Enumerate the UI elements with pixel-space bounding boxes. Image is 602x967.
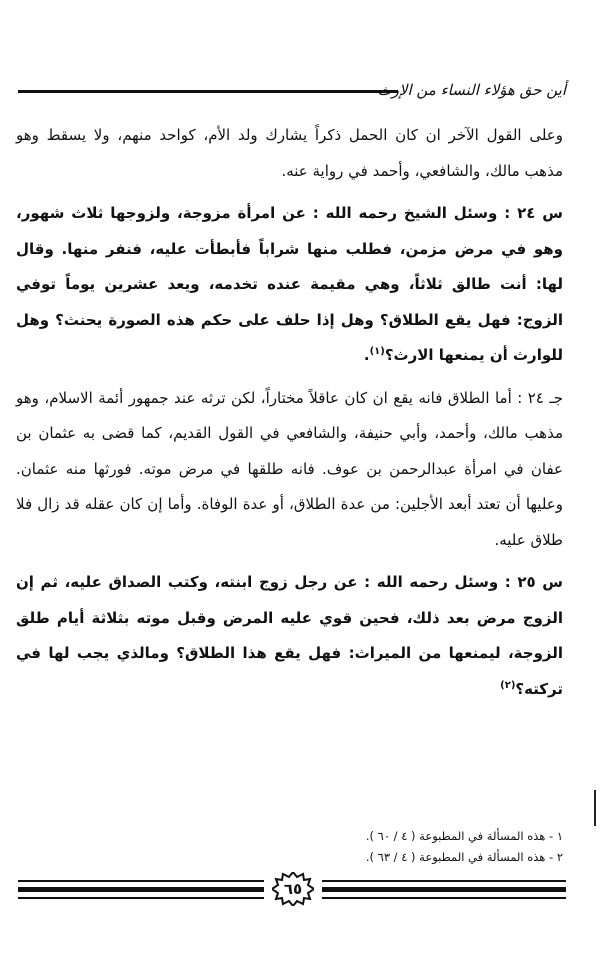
footnote: ١ - هذه المسألة في المطبوعة ( ٤ / ٦٠ ). bbox=[365, 829, 563, 843]
page-number: ٦٥ bbox=[283, 880, 303, 898]
paragraph-text: وعلى القول الآخر ان كان الحمل ذكراً يشارك ولد الأم، كواحد منهم، ولا يسقط وهو مذهب مالك، والشافعي، وأحمد في رواية عنه. bbox=[16, 126, 563, 180]
footer-rule bbox=[18, 897, 264, 899]
question-paragraph bbox=[16, 196, 563, 374]
footer-rule bbox=[18, 880, 264, 882]
running-title: أين حق هؤلاء النساء من الإرث bbox=[377, 81, 566, 99]
header-rule bbox=[18, 90, 398, 93]
question-paragraph bbox=[16, 565, 563, 707]
footer-rule bbox=[18, 887, 264, 892]
footer-rule bbox=[322, 897, 566, 899]
footer-rule bbox=[322, 887, 566, 892]
footer-ornament bbox=[18, 870, 566, 910]
paragraph-tail: . bbox=[363, 346, 370, 364]
paragraph-text: س ٢٥ : وسئل رحمه الله : عن رجل زوج ابنته، وكتب الصداق عليه، ثم إن الزوج مرض بعد ذلك، فحين قوي عليه المرض وقبل موته بثلاثة أيام طلق الزوجة، ليمنعها من الميراث: فهل يقع هذا الطلاق؟ ومالذي يجب لها في تركته؟ bbox=[16, 573, 563, 698]
running-header bbox=[18, 80, 566, 104]
footnote-ref: (٢) bbox=[500, 679, 516, 691]
scan-edge-mark bbox=[594, 790, 596, 826]
footer-rule bbox=[322, 880, 566, 882]
paragraph bbox=[16, 118, 563, 189]
answer-paragraph bbox=[16, 381, 563, 559]
footnote-ref: (١) bbox=[369, 346, 385, 357]
footnote: ٢ - هذه المسألة في المطبوعة ( ٤ / ٦٣ ). bbox=[365, 850, 563, 864]
paragraph-text: س ٢٤ : وسئل الشيخ رحمه الله : عن امرأة مزوجة، ولزوجها ثلاث شهور، وهو في مرض مزمن، فطلب منها شراباً فأبطأت عليه، فنفر منها. وقال لها: أنت طالق ثلاثاً، وهي مقيمة عنده تخدمه، ويعد عشرين يوماً توفي الزوج: فهل يقع الطلاق؟ وهل إذا حلف على حكم هذه الصورة يحنث؟ وهل للوارث أن يمنعها الارث؟ bbox=[16, 204, 563, 364]
body-text bbox=[16, 118, 563, 714]
footnotes bbox=[16, 826, 563, 868]
page-number-badge bbox=[272, 872, 314, 906]
paragraph-text: جـ ٢٤ : أما الطلاق فانه يقع ان كان عاقلاً مختاراً، لكن ترثه عند جمهور أئمة الاسلام، وهو مذهب مالك، وأحمد، وأبي حنيفة، والشافعي في القول القديم، كما قضى به عثمان بن عفان في امرأة عبدالرحمن بن عوف. فانه طلقها في مرض موته. فورثها منه عثمان. وعليها أن تعتد أبعد الأجلين: من عدة الطلاق، أو عدة الوفاة. وأما إن كان عقله قد زال فلا طلاق عليه. bbox=[16, 388, 563, 549]
